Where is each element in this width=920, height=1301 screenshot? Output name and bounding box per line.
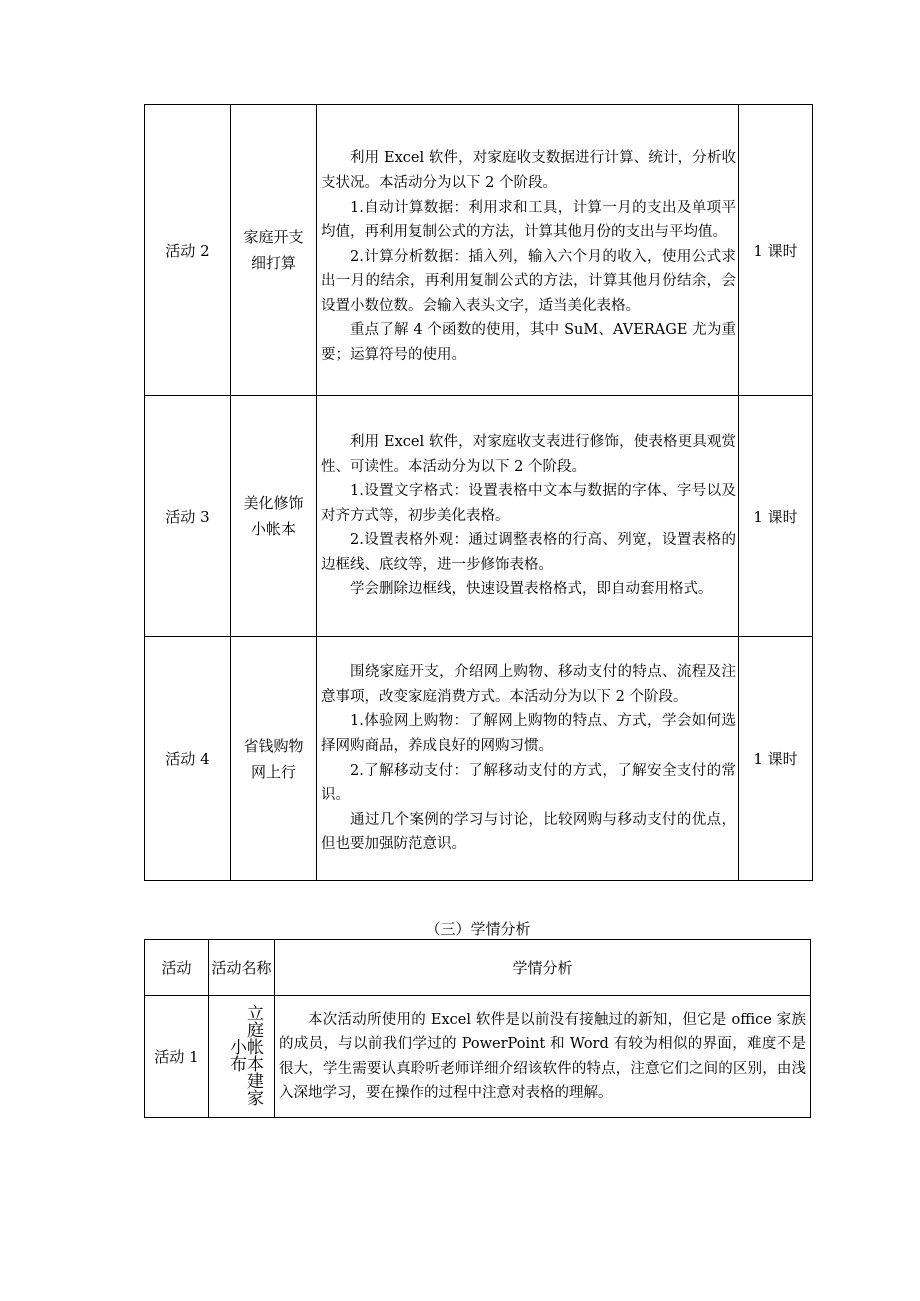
activity-name-line: 立 [247,1003,264,1024]
table-row [145,996,811,1118]
description-paragraph: 重点了解 4 个函数的使用，其中 SuM、AVERAGE 尤为重要；运算符号的使用。 [321,322,736,364]
description-paragraph: 2.设置表格外观：通过调整表格的行高、列宽，设置表格的边框线、底纹等，进一步修饰表格。 [321,532,736,573]
activity-cell: 活动 4 [145,637,231,881]
description-paragraph: 2.计算分析数据：插入列，输入六个月的收入，使用公式求出一月的结余，再利用复制公式的方法，计算其他月份结余，会设置小数位数。会输入表头文字，适当美化表格。 [321,248,736,314]
activity-name-line: 网上行 [250,762,296,781]
table-header-row [145,940,811,996]
activity-description-cell [317,637,739,881]
activity-name-line: 美化修饰 [243,494,304,512]
activity-name-line: 建 [247,1071,264,1092]
description-paragraph: 1.设置文字格式：设置表格中文本与数据的字体、字号以及对齐方式等，初步美化表格。 [321,483,736,524]
table-row [145,105,813,396]
activity-cell: 活动 1 [145,996,209,1118]
activity-name-cell [209,996,275,1118]
description-paragraph: 围绕家庭开支，介绍网上购物、移动支付的特点、流程及注意事项，改变家庭消费方式。本活动分为以下 2 个阶段。 [321,664,736,705]
activity-name-line: 小帐本 [250,520,296,538]
activity-name-cell [231,396,317,637]
class-hours-cell: 1 课时 [739,105,813,396]
activity-description-cell [317,105,739,396]
activity-name-line: 细打算 [250,254,296,272]
activity-name-line: 家庭开支 [243,228,304,246]
activity-name-line: 家 [247,1088,264,1109]
activity-name-line: 布本 [230,1054,264,1075]
table-row [145,637,813,881]
activity-cell: 活动 2 [145,105,231,396]
activity-name-line: 小帐 [230,1037,264,1058]
activity-description-cell [317,396,739,637]
activity-name-cell [231,105,317,396]
activity-name-line: 省钱购物 [243,736,304,755]
description-paragraph: 2.了解移动支付：了解移动支付的方式，了解安全支付的常识。 [321,762,736,804]
description-paragraph: 利用 Excel 软件，对家庭收支数据进行计算、统计，分析收支状况。本活动分为以下 2 个阶段。 [321,150,736,191]
activity-plan-table [144,104,813,881]
column-header-analysis: 学情分析 [275,940,811,996]
activity-name-line: 庭 [247,1020,264,1041]
learner-analysis-table [144,939,811,1118]
class-hours-cell: 1 课时 [739,637,813,881]
description-paragraph: 1.自动计算数据：利用求和工具，计算一月的支出及单项平均值，再利用复制公式的方法，计算其他月份的支出与平均值。 [321,199,736,241]
activity-cell: 活动 3 [145,396,231,637]
class-hours-cell: 1 课时 [739,396,813,637]
description-paragraph: 利用 Excel 软件，对家庭收支表进行修饰，使表格更具观赏性、可读性。本活动分为以下 2 个阶段。 [321,433,736,475]
analysis-paragraph: 本次活动所使用的 Excel 软件是以前没有接触过的新知，但它是 office 家族的成员，与以前我们学过的 PowerPoint 和 Word 有较为相似的界面，难度不是很大，学生需要认真聆听老师详细介绍该软件的特点，注意它们之间的区别，由浅入深地学习，要在操作的过程中注意对表格的理解。 [279,1012,806,1101]
column-header-activity: 活动 [145,940,209,996]
activity-name-cell [231,637,317,881]
description-paragraph: 1.体验网上购物：了解网上购物的特点、方式，学会如何选择网购商品，养成良好的网购习惯。 [321,713,736,754]
description-paragraph: 学会删除边框线，快速设置表格格式，即自动套用格式。 [350,581,713,598]
analysis-cell [275,996,811,1118]
section-heading: （三）学情分析 [425,920,531,938]
description-paragraph: 通过几个案例的学习与讨论，比较网购与移动支付的优点，但也要加强防范意识。 [321,811,736,853]
table-row [145,396,813,637]
column-header-name: 活动名称 [209,940,275,996]
